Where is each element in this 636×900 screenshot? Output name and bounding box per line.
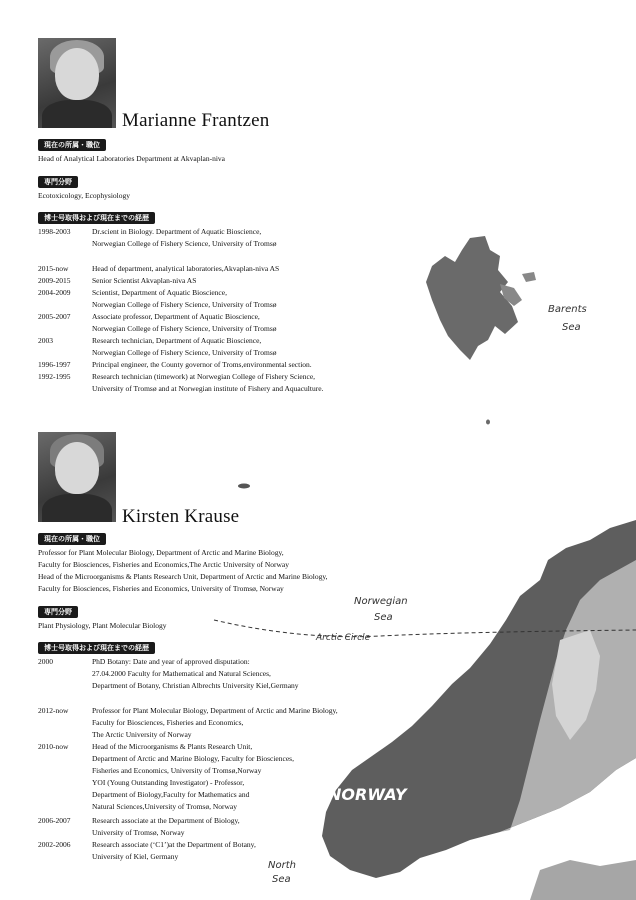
career-line: Research technician, Department of Aquatic Bioscience, <box>92 336 262 345</box>
career-year: 1998-2003 <box>38 227 71 236</box>
norwegian-sea-label-2: Sea <box>374 612 393 623</box>
career-heading: 博士号取得および現在までの経歴 <box>38 212 155 224</box>
career-line: Senior Scientist Akvaplan-niva AS <box>92 276 197 285</box>
career-line: PhD Botany: Date and year of approved disputation: <box>92 657 250 666</box>
career-heading: 博士号取得および現在までの経歴 <box>38 642 155 654</box>
position-line: Professor for Plant Molecular Biology, Department of Arctic and Marine Biology, <box>38 548 284 557</box>
career-line: Dr.scient in Biology. Department of Aquatic Bioscience, <box>92 227 262 236</box>
career-year: 2009-2015 <box>38 276 71 285</box>
career-line: Norwegian College of Fishery Science, University of Tromsø <box>92 348 277 357</box>
position-line: Head of Analytical Laboratories Department at Akvaplan-niva <box>38 154 226 163</box>
career-line: University of Tromsø, Norway <box>92 828 185 837</box>
career-line: University of Tromsø and at Norwegian institute of Fishery and Aquaculture. <box>92 384 324 393</box>
position-line: Faculty for Biosciences, Fisheries and Economics,The Arctic University of Norway <box>38 560 289 569</box>
career-desc <box>92 226 277 250</box>
career-line: Faculty for Biosciences, Fisheries and Economics, <box>92 718 244 727</box>
career-line: Research associate at the Department of Biology, <box>92 816 240 825</box>
norway-label: NORWAY <box>328 785 407 804</box>
career-year: 1996-1997 <box>38 360 71 369</box>
barents-sea-label: Barents <box>548 304 587 315</box>
marianne-portrait-photo <box>38 38 116 128</box>
career-line: Head of department, analytical laboratories,Akvaplan-niva AS <box>92 264 280 273</box>
career-line: Fisheries and Economics, University of Tromsø,Norway <box>92 766 262 775</box>
career-line: Natural Sciences,University of Tromsø, Norway <box>92 802 237 811</box>
barents-sea-label-2: Sea <box>562 322 581 333</box>
career-line: YOI (Young Outstanding Investigator) - Professor, <box>92 778 245 787</box>
career-year: 2006-2007 <box>38 816 71 825</box>
career-line: Department of Botany, Christian Albrechts University Kiel,Germany <box>92 681 299 690</box>
career-line: Head of the Microorganisms & Plants Research Unit, <box>92 742 253 751</box>
island-dot <box>238 484 250 489</box>
career-line: The Arctic University of Norway <box>92 730 192 739</box>
scandinavia-landmass <box>322 520 636 900</box>
svalbard-islands <box>426 236 536 425</box>
career-line: Principal engineer, the County governor of Troms,environmental section. <box>92 360 312 369</box>
career-line: Department of Arctic and Marine Biology, Faculty for Biosciences, <box>92 754 294 763</box>
career-year: 2005-2007 <box>38 312 71 321</box>
career-line: Scientist, Department of Aquatic Bioscience, <box>92 288 227 297</box>
norwegian-sea-label: Norwegian <box>354 596 408 607</box>
career-line: Norwegian College of Fishery Science, University of Tromsø <box>92 239 277 248</box>
career-line: Associate professor, Department of Aquatic Bioscience, <box>92 312 260 321</box>
career-line: Norwegian College of Fishery Science, University of Tromsø <box>92 324 277 333</box>
career-line: Research technician (timework) at Norwegian College of Fishery Science, <box>92 372 316 381</box>
career-line: 27.04.2000 Faculty for Mathematical and Natural Sciences, <box>92 669 271 678</box>
career-year: 1992-1995 <box>38 372 71 381</box>
career-year: 2010-now <box>38 742 69 751</box>
position-heading: 現在の所属・職位 <box>38 533 106 545</box>
career-year: 2015-now <box>38 264 69 273</box>
north-sea-label: North <box>268 860 296 871</box>
career-year: 2003 <box>38 336 53 345</box>
career-line: Norwegian College of Fishery Science, University of Tromsø <box>92 300 277 309</box>
career-year: 2000 <box>38 657 53 666</box>
position-heading: 現在の所属・職位 <box>38 139 106 151</box>
position-line: Head of the Microorganisms & Plants Research Unit, Department of Arctic and Marine Biology, <box>38 572 328 581</box>
person-name: Marianne Frantzen <box>122 110 270 131</box>
career-line: Department of Biology,Faculty for Mathematics and <box>92 790 250 799</box>
position-line: Faculty for Biosciences, Fisheries and Economics, University of Tromsø, Norway <box>38 584 284 593</box>
field-heading: 専門分野 <box>38 606 78 618</box>
career-line: Research associate (‘C1’)at the Department of Botany, <box>92 840 256 849</box>
career-line: Professor for Plant Molecular Biology, Department of Arctic and Marine Biology, <box>92 706 338 715</box>
field-line: Ecotoxicology, Ecophysiology <box>38 191 130 200</box>
career-year: 2004-2009 <box>38 288 71 297</box>
arctic-circle-label: Arctic Circle <box>316 633 371 643</box>
north-sea-label-2: Sea <box>272 874 291 885</box>
career-line: University of Kiel, Germany <box>92 852 179 861</box>
career-year: 2012-now <box>38 706 69 715</box>
career-year: 2002-2006 <box>38 840 71 849</box>
kirsten-portrait-photo <box>38 432 116 522</box>
field-heading: 専門分野 <box>38 176 78 188</box>
field-line: Plant Physiology, Plant Molecular Biology <box>38 621 167 630</box>
person-name: Kirsten Krause <box>122 506 240 527</box>
